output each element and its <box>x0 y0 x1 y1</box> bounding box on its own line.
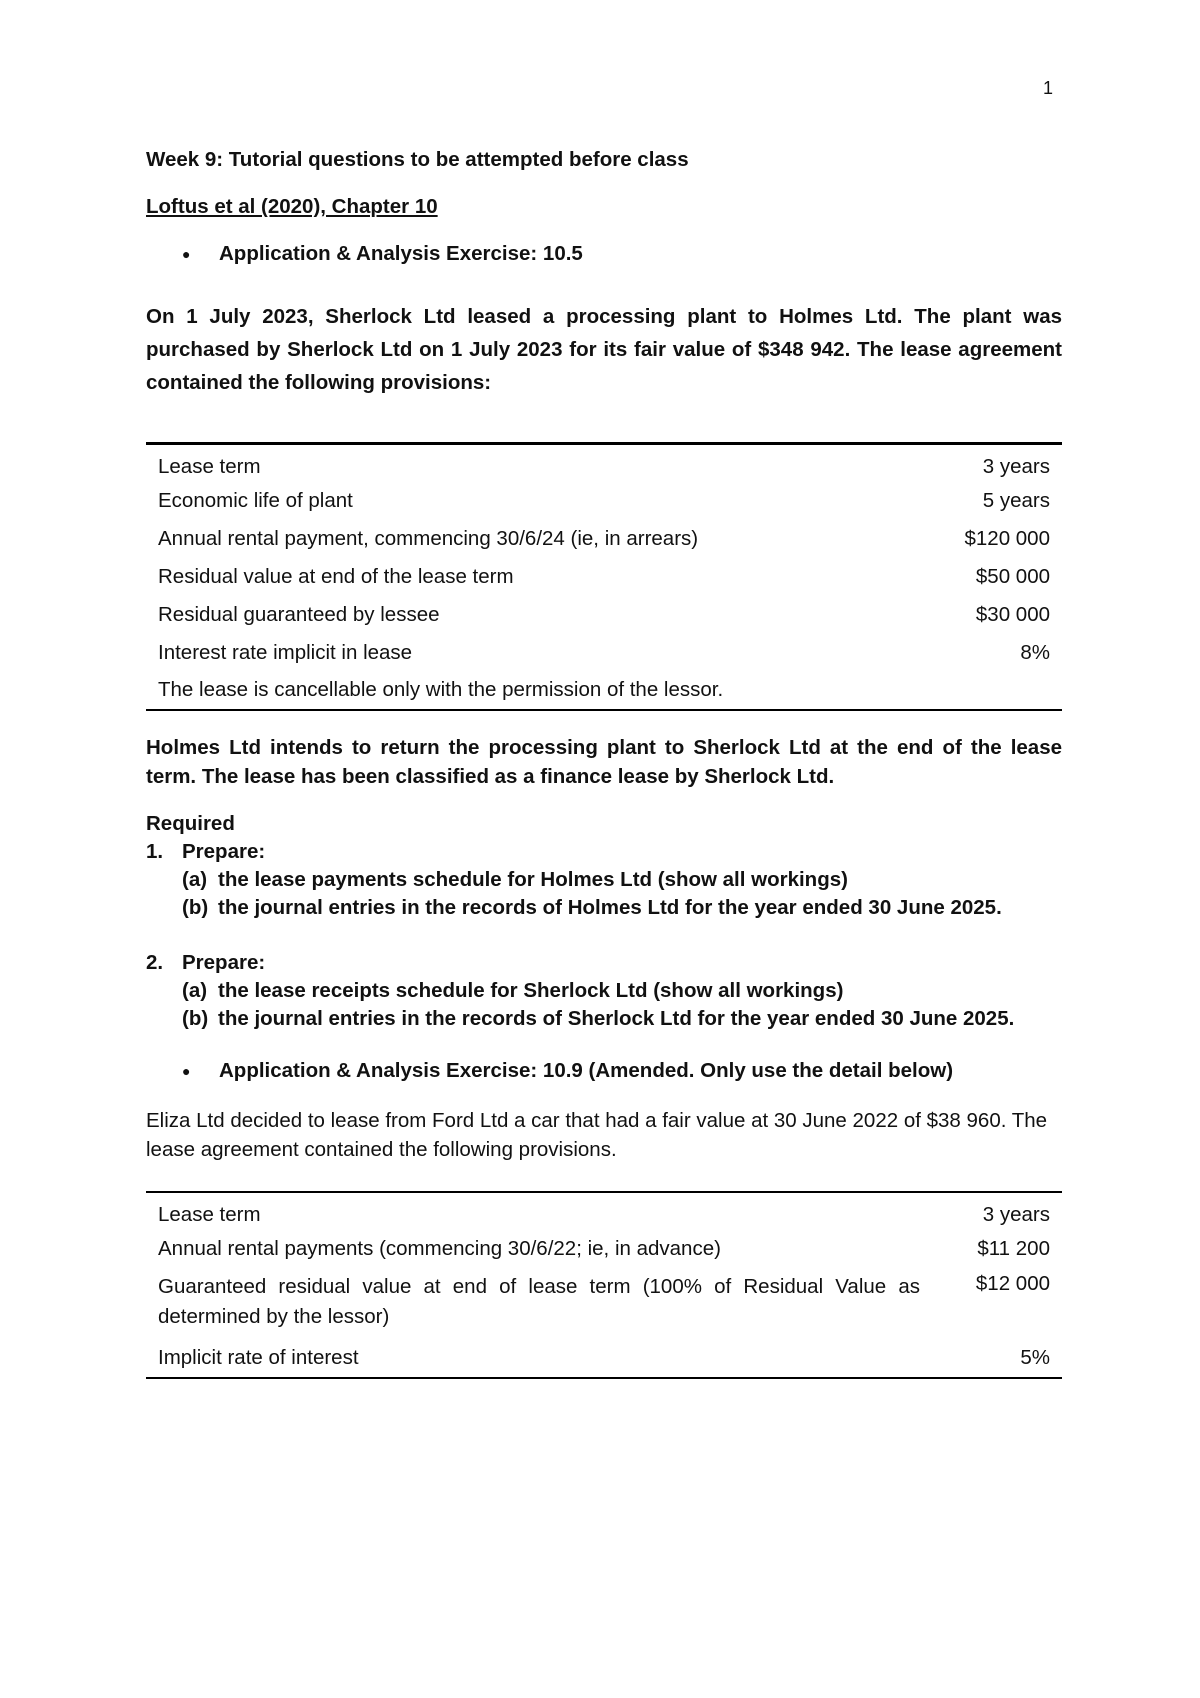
exercise-2-provisions-table <box>146 1191 1062 1379</box>
provision-label: Residual guaranteed by lessee <box>158 602 440 626</box>
provision-row <box>146 520 1062 558</box>
provision-row <box>146 1230 1062 1268</box>
provision-value: $11 200 <box>977 1236 1050 1260</box>
requirement-part <box>146 1005 1062 1033</box>
provision-label: Lease term <box>158 455 261 479</box>
requirement-part <box>146 977 1062 1005</box>
exercise-1-after-text: Holmes Ltd intends to return the processing plant to Sherlock Ltd at the end of the lease term. The lease has been classified as a finance lease by Sherlock Ltd. <box>146 735 1062 788</box>
exercise-1-intro: On 1 July 2023, Sherlock Ltd leased a processing plant to Holmes Ltd. The plant was purchased by Sherlock Ltd on 1 July 2023 for its fair value of $348 942. The lease agreement contained the following provisions: <box>146 305 1062 394</box>
required-label: Required <box>146 811 235 835</box>
provision-value: 3 years <box>982 1203 1050 1226</box>
requirement-text: Prepare: <box>182 839 266 863</box>
requirement-item <box>146 838 1062 922</box>
provision-label: Annual rental payments (commencing 30/6/22; ie, in advance) <box>158 1236 721 1260</box>
provision-row <box>146 1268 1062 1340</box>
provision-value: $30 000 <box>975 602 1050 626</box>
provision-label: Annual rental payment, commencing 30/6/24 (ie, in arrears) <box>158 526 699 550</box>
bullet-icon: ● <box>182 246 191 262</box>
requirement-part-letter: (b) <box>182 895 209 919</box>
requirement-part-letter: (b) <box>182 1006 209 1030</box>
provision-row <box>146 596 1062 634</box>
bullet-icon: ● <box>182 1062 191 1079</box>
provision-row <box>146 634 1062 672</box>
provision-label: The lease is cancellable only with the permission of the lessor. <box>158 678 724 701</box>
requirement-part-letter: (a) <box>182 978 208 1002</box>
requirement-part-text: the journal entries in the records of Holmes Ltd for the year ended 30 June 2025. <box>218 895 1002 919</box>
provision-label: Guaranteed residual value at end of lease term (100% of Residual Value as determined by the lessor) <box>158 1274 920 1328</box>
provision-value: $120 000 <box>964 526 1050 550</box>
requirement-heading <box>146 949 1062 977</box>
exercise-1-heading-text: Application & Analysis Exercise: 10.5 <box>219 242 583 265</box>
required-section <box>146 810 1062 1033</box>
requirement-part-letter: (a) <box>182 867 208 891</box>
exercise-2-heading-text: Application & Analysis Exercise: 10.9 (Amended. Only use the detail below) <box>219 1058 954 1082</box>
page-number: 1 <box>1043 78 1054 98</box>
exercise-1-provisions-table <box>146 442 1062 711</box>
requirement-part-text: the lease receipts schedule for Sherlock Ltd (show all workings) <box>218 978 844 1002</box>
provision-value: $50 000 <box>975 564 1050 588</box>
requirement-part-text: the journal entries in the records of Sherlock Ltd for the year ended 30 June 2025. <box>218 1006 1015 1030</box>
provision-row <box>146 482 1062 520</box>
exercise-1-heading <box>146 241 1062 267</box>
exercise-2-heading <box>146 1058 1062 1084</box>
requirement-number: 1. <box>146 839 164 863</box>
provision-label: Interest rate implicit in lease <box>158 640 413 664</box>
requirement-number: 2. <box>146 950 164 974</box>
textbook-reference: Loftus et al (2020), Chapter 10 <box>146 195 438 218</box>
provision-row <box>146 1340 1062 1378</box>
provision-row <box>146 444 1062 482</box>
requirement-part-text: the lease payments schedule for Holmes Ltd (show all workings) <box>218 867 848 891</box>
provision-value: $12 000 <box>975 1271 1050 1295</box>
provision-label: Economic life of plant <box>158 488 353 512</box>
exercise-2-intro: Eliza Ltd decided to lease from Ford Ltd a car that had a fair value at 30 June 2022 of $38 960. The lease agreement contained the following provisions. <box>146 1108 1048 1161</box>
page-title: Week 9: Tutorial questions to be attempted before class <box>146 148 689 171</box>
provision-value: 3 years <box>982 455 1050 479</box>
provision-row <box>146 558 1062 596</box>
provision-value: 8% <box>1020 640 1050 664</box>
provision-label: Lease term <box>158 1203 261 1226</box>
provision-value: 5% <box>1020 1346 1050 1369</box>
provision-label: Residual value at end of the lease term <box>158 564 514 588</box>
requirement-part <box>146 894 1062 922</box>
document-body <box>146 147 1062 1379</box>
provision-value <box>932 672 1062 710</box>
provision-value: 5 years <box>982 488 1050 512</box>
provision-label: Implicit rate of interest <box>158 1346 359 1369</box>
provision-row <box>146 672 1062 710</box>
requirement-item <box>146 949 1062 1033</box>
requirement-text: Prepare: <box>182 950 266 974</box>
requirement-heading <box>146 838 1062 866</box>
provision-row <box>146 1192 1062 1230</box>
requirement-part <box>146 866 1062 894</box>
